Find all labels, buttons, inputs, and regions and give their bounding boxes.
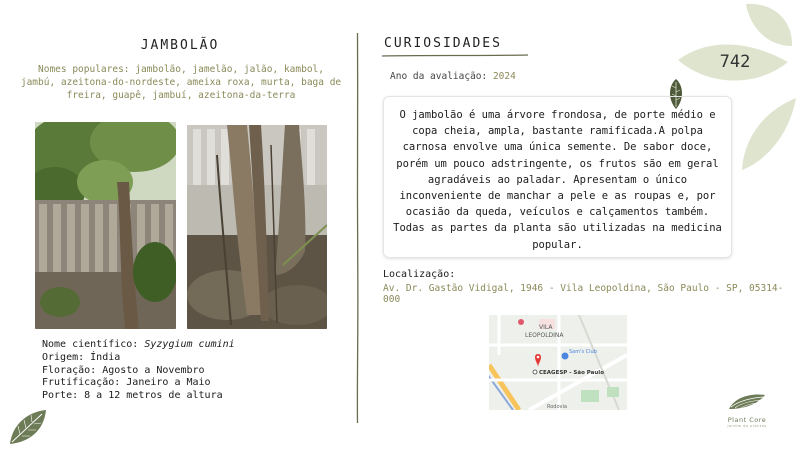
- map-area-label-line1: VILA: [539, 324, 553, 331]
- location-map[interactable]: [489, 315, 627, 410]
- map-place-label: CEAGESP - São Paulo: [539, 370, 604, 376]
- plant-size: Porte: 8 a 12 metros de altura: [42, 390, 223, 402]
- map-area-label-line2: LEOPOLDINA: [525, 332, 564, 339]
- leaf-icon: [8, 408, 48, 446]
- map-store-label: Sam's Club: [569, 349, 597, 355]
- plant-facts: [42, 339, 342, 403]
- flowering: Floração: Agosto a Novembro: [42, 364, 205, 376]
- plant-title: JAMBOLÃO: [140, 38, 220, 53]
- map-road-label: Rodovia: [547, 404, 567, 410]
- location-address[interactable]: Av. Dr. Gastão Vidigal, 1946 - Vila Leopoldina, São Paulo - SP, 05314-000: [383, 283, 784, 305]
- popular-names: Nomes populares: jambolão, jamelão, jalão, kambol, jambú, azeitona-do-nordeste, ameixa roxa, murta, baga de freira, guapê, jambuí, azeitona-da-terra: [20, 64, 342, 101]
- tree-photo-trunk: [187, 125, 327, 329]
- evaluation-year: Ano da avaliação: 2024: [390, 71, 516, 82]
- column-divider: [356, 33, 359, 423]
- fruiting: Frutificação: Janeiro a Maio: [42, 377, 211, 389]
- logo-icon: [727, 391, 767, 411]
- logo-tagline: jardim de plantas: [727, 424, 767, 428]
- plant-number-badge: 742: [719, 52, 751, 72]
- location-label: Localização:: [383, 269, 456, 280]
- plant-core-logo: [717, 391, 777, 428]
- scientific-name: Nome científico: Syzygium cumini: [42, 339, 235, 350]
- tree-photo-fence: [35, 122, 176, 329]
- curiosities-title: CURIOSIDADES: [384, 36, 502, 51]
- title-underline: [380, 53, 530, 59]
- logo-name: Plant Core: [727, 416, 767, 424]
- origin: Origem: Índia: [42, 351, 121, 363]
- curiosities-card: O jambolão é uma árvore frondosa, de porte médio e copa cheia, ampla, bastante ramificada.A polpa carnosa envolve uma única semente. De sabor doce, porém um pouco adstringente, os frutos são em geral agradáveis ao paladar. Apresentam o único inconveniente de manchar a pele e as roupas e, por ocasião da queda, veículos e calçamentos também. Todas as partes da planta são utilizadas na medicina popular.: [383, 96, 732, 258]
